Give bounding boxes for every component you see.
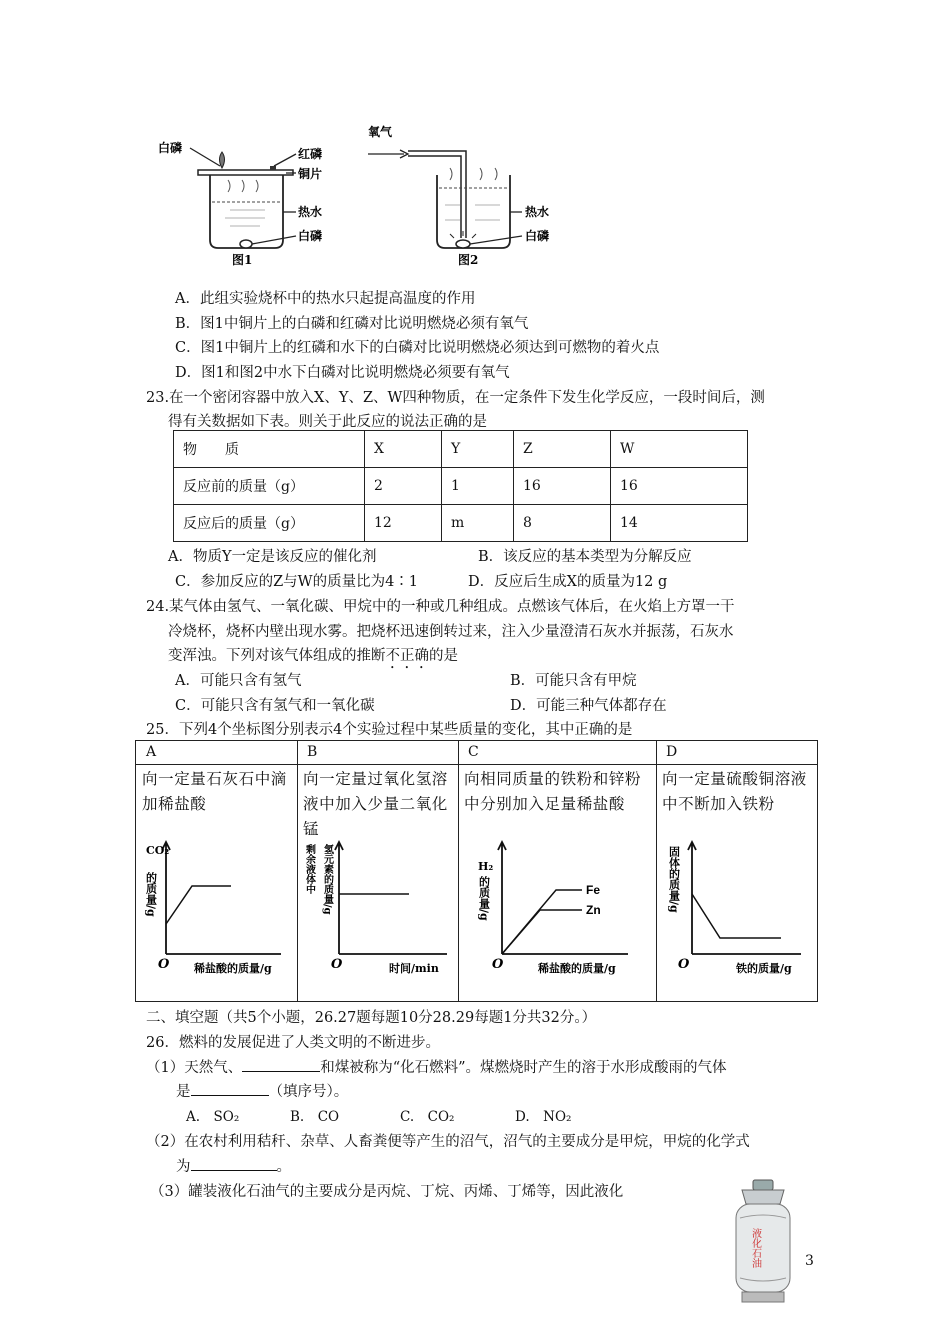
- origin-label: O: [158, 957, 170, 972]
- q25-cell-b: [297, 741, 459, 1001]
- y-axis-label: 的质量/g: [477, 876, 491, 921]
- q26-part1-line1: [146, 1056, 727, 1077]
- caption-fig1: 图1: [232, 253, 253, 267]
- q22-option-c: C．图1中铜片上的红磷和水下的白磷对比说明燃烧必须达到可燃物的着火点: [175, 340, 660, 356]
- table-cell: 2: [365, 468, 442, 505]
- q24-option-b: B．可能只含有甲烷: [510, 673, 637, 689]
- label-oxygen: 氧气: [368, 125, 393, 139]
- table-row: [174, 468, 748, 505]
- q24-stem-line2: 冷烧杯，烧杯内壁出现水雾。把烧杯迅速倒转过来，注入少量澄清石灰水并振荡，石灰水: [168, 624, 734, 640]
- q26-1b-pre: 是: [176, 1084, 191, 1100]
- table-cell: 16: [611, 468, 748, 505]
- q23-option-d: D．反应后生成X的质量为12 g: [468, 574, 668, 590]
- series-line: [166, 886, 231, 924]
- q26-part2-line2: [176, 1155, 291, 1176]
- cell-letter: B: [297, 741, 458, 765]
- table-cell: Y: [442, 431, 514, 468]
- label-hot-water: 热水: [298, 205, 323, 219]
- x-axis-label: 稀盐酸的质量/g: [194, 962, 272, 975]
- graph-a: [136, 836, 297, 976]
- q24-stem-line1: 24.某气体由氢气、一氧化碳、甲烷中的一种或几种组成。点燃该气体后，在火焰上方罩一干: [146, 599, 735, 615]
- figure-1: [158, 140, 322, 267]
- copper-plate: [198, 170, 293, 175]
- cell-description: 向相同质量的铁粉和锌粉中分别加入足量稀盐酸: [464, 770, 642, 813]
- figure-2: [368, 124, 549, 267]
- cell-description: 向一定量石灰石中滴加稀盐酸: [142, 770, 287, 813]
- series-fe-line: [502, 890, 582, 954]
- table-cell: 14: [611, 505, 748, 542]
- label-copper: 铜片: [298, 167, 323, 181]
- q24-option-a: A．可能只含有氢气: [175, 673, 302, 689]
- q23-stem-line1: 23.在一个密闭容器中放入X、Y、Z、W四种物质，在一定条件下发生化学反应，一段时间后，测: [146, 390, 765, 406]
- q26-part2-line1: （2）在农村利用秸秆、杂草、人畜粪便等产生的沼气，沼气的主要成分是甲烷，甲烷的化学式: [146, 1134, 750, 1150]
- label-white-phosphorus-bottom: 白磷: [298, 229, 323, 243]
- q26-1-post: 和煤被称为“化石燃料”。煤燃烧时产生的溶于水形成酸雨的气体: [320, 1060, 727, 1076]
- graph-c: [458, 836, 656, 976]
- q26-1-pre: （1）天然气、: [146, 1060, 243, 1076]
- q26-stem: 26．燃料的发展促进了人类文明的不断进步。: [146, 1035, 440, 1051]
- table-cell: 物 质: [174, 431, 365, 468]
- answer-blank-3[interactable]: [191, 1156, 277, 1171]
- table-cell: 反应后的质量（g）: [174, 505, 365, 542]
- cell-description: 向一定量过氧化氢溶液中加入少量二氧化锰: [303, 770, 448, 838]
- q26-1b-post: （填序号）。: [268, 1084, 349, 1100]
- series-zn-label: Zn: [586, 903, 601, 917]
- table-cell: Z: [514, 431, 611, 468]
- q23-option-a: A．物质Y一定是该反应的催化剂: [168, 549, 377, 565]
- q25-cell-c: [458, 741, 657, 1001]
- q22-option-a: A．此组实验烧杯中的热水只起提高温度的作用: [175, 291, 476, 307]
- q23-option-c: C．参加反应的Z与W的质量比为4∶1: [175, 574, 419, 590]
- series-line: [692, 894, 781, 938]
- x-axis-label: 铁的质量/g: [736, 962, 792, 975]
- answer-blank-2[interactable]: [191, 1081, 269, 1096]
- beaker-1: [210, 175, 283, 248]
- table-cell: 16: [514, 468, 611, 505]
- q24-option-c: C．可能只含有氢气和一氧化碳: [175, 698, 375, 714]
- q22-option-b: B．图1中铜片上的白磷和红磷对比说明燃烧必须有氧气: [175, 316, 529, 332]
- graph-d: [656, 836, 817, 976]
- y-axis-label-a: 剩余液体中: [303, 844, 315, 894]
- page-number: 3: [805, 1253, 814, 1269]
- q26-part3-line1: （3）罐装液化石油气的主要成分是丙烷、丁烷、丙烯、丁烯等，因此液化: [150, 1184, 624, 1200]
- lpg-tank-image: [728, 1178, 798, 1306]
- table-row: [174, 505, 748, 542]
- q26-2b-pre: 为: [176, 1159, 191, 1175]
- y-axis-label-b: 氢元素的质量/g: [321, 844, 333, 915]
- table-cell: m: [442, 505, 514, 542]
- table-cell: 12: [365, 505, 442, 542]
- cell-letter: C: [458, 741, 656, 765]
- x-axis-label: 时间/min: [389, 962, 439, 975]
- graph-b: [297, 836, 458, 976]
- table-cell: 反应前的质量（g）: [174, 468, 365, 505]
- q24-stem-line3: [168, 644, 458, 672]
- section2-heading: 二、填空题（共5个小题，26.27题每题10分28.29每题1分共32分。）: [146, 1010, 597, 1026]
- table-header-row: [174, 431, 748, 468]
- y-axis-label: 固体的质量/g: [667, 846, 681, 913]
- choice-d: D. NO₂: [515, 1109, 572, 1125]
- cell-description: 向一定量硫酸铜溶液中不断加入铁粉: [662, 770, 807, 813]
- table-cell: X: [365, 431, 442, 468]
- mass-table: [173, 430, 748, 542]
- cell-letter: A: [136, 741, 297, 765]
- q24-option-d: D．可能三种气体都存在: [510, 698, 667, 714]
- q23-option-b: B．该反应的基本类型为分解反应: [478, 549, 692, 565]
- q25-cell-a: [136, 741, 298, 1001]
- table-cell: W: [611, 431, 748, 468]
- caption-fig2: 图2: [458, 253, 479, 267]
- q24-emphasis: 不正确: [385, 648, 429, 664]
- label-red-phosphorus: 红磷: [298, 147, 323, 161]
- q24-line3-pre: 变浑浊。下列对该气体组成的推断: [168, 648, 386, 664]
- q25-graph-grid: [135, 740, 818, 1002]
- tank-label: 液化石油: [749, 1228, 761, 1268]
- flame-icon: [220, 152, 225, 168]
- answer-blank-1[interactable]: [242, 1057, 320, 1072]
- table-cell: 1: [442, 468, 514, 505]
- y-axis-label: 的质量/g: [144, 872, 158, 917]
- choice-c: C. CO₂: [400, 1109, 455, 1125]
- q25-cell-d: [656, 741, 817, 1001]
- white-phosphorus-underwater: [240, 240, 252, 248]
- series-zn-line: [502, 910, 582, 954]
- q26-part1-line2: [176, 1080, 348, 1101]
- table-cell: 8: [514, 505, 611, 542]
- label-white-phosphorus-2: 白磷: [525, 229, 550, 243]
- origin-label: O: [331, 957, 343, 972]
- combustion-experiment-figures: [150, 120, 570, 270]
- label-white-phosphorus: 白磷: [158, 141, 183, 155]
- y-axis-label-top: CO₂: [146, 844, 170, 857]
- q23-stem-line2: 得有关数据如下表。则关于此反应的说法正确的是: [168, 414, 487, 430]
- q22-option-d: D．图1和图2中水下白磷对比说明燃烧必须要有氧气: [175, 365, 510, 381]
- choice-a: A. SO₂: [186, 1109, 240, 1125]
- q25-stem: 25．下列4个坐标图分别表示4个实验过程中某些质量的变化，其中正确的是: [146, 722, 633, 738]
- series-fe-label: Fe: [586, 883, 601, 897]
- choice-b: B. CO: [290, 1109, 340, 1125]
- x-axis-label: 稀盐酸的质量/g: [538, 962, 616, 975]
- origin-label: O: [678, 957, 690, 972]
- origin-label: O: [492, 957, 504, 972]
- q26-2b-post: 。: [276, 1159, 291, 1175]
- q24-line3-post: 的是: [429, 648, 458, 664]
- label-hot-water-2: 热水: [525, 205, 550, 219]
- cell-letter: D: [656, 741, 817, 765]
- y-axis-label-top: H₂: [478, 860, 494, 873]
